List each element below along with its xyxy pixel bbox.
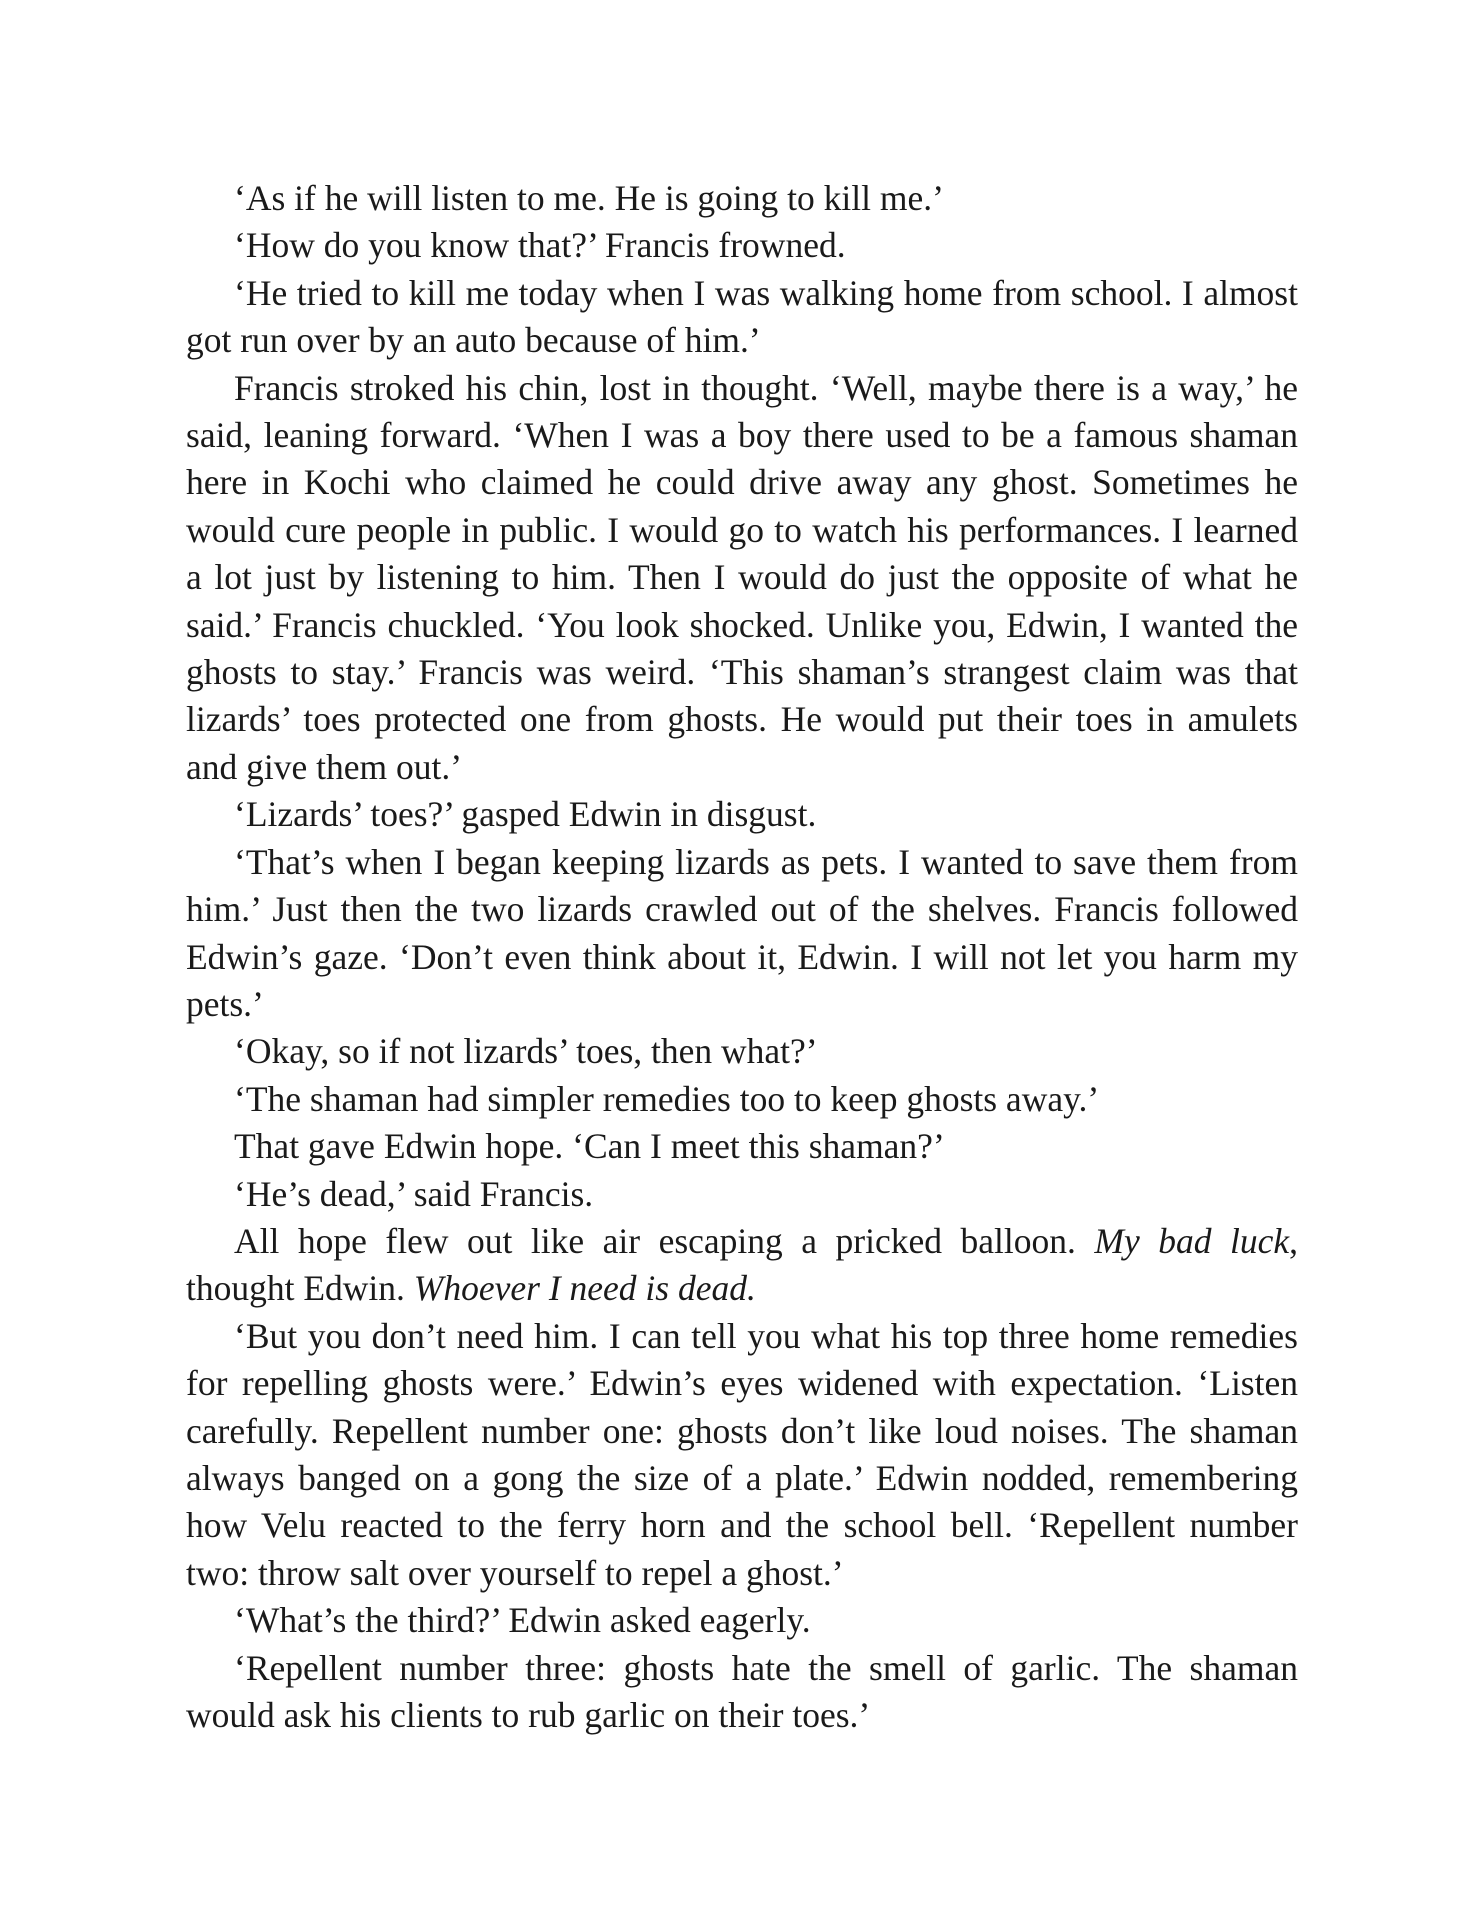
paragraph-text: ‘As if he will listen to me. He is going to kill me.’ <box>234 178 944 218</box>
paragraph-text: ‘He tried to kill me today when I was walking home from school. I almost got run over by an auto because of him.’ <box>186 272 1298 361</box>
paragraph-1 <box>186 175 1298 222</box>
paragraph-9 <box>186 1123 1298 1170</box>
paragraph-text: ‘Okay, so if not lizards’ toes, then what?’ <box>234 1031 818 1072</box>
paragraph-11 <box>186 1218 1298 1313</box>
paragraph-2 <box>186 222 1298 269</box>
book-page <box>186 175 1298 1739</box>
italic-thought: My bad luck <box>1094 1220 1290 1261</box>
paragraph-7 <box>186 1028 1298 1075</box>
paragraph-12 <box>186 1313 1298 1597</box>
paragraph-text: ‘That’s when I began keeping lizards as pets. I wanted to save them from him.’ Just then the two lizards crawled out of the shelves. Francis followed Edwin’s gaze. ‘Don’t even think about it, Edwin. I will not let you harm my pets.’ <box>186 841 1298 1024</box>
paragraph-text: ‘How do you know that?’ Francis frowned. <box>234 225 846 266</box>
paragraph-14 <box>186 1645 1298 1740</box>
italic-thought: Whoever I need is dead. <box>413 1268 756 1309</box>
paragraph-text: ‘Lizards’ toes?’ gasped Edwin in disgust. <box>234 794 817 835</box>
paragraph-text: ‘But you don’t need him. I can tell you what his top three home remedies for repelling ghosts were.’ Edwin’s eyes widened with expectation. ‘Listen carefully. Repellent number one: ghosts don’t like loud noises. The shaman always banged on a gong the size of a plate.’ Edwin nodded, remembering how Velu reacted to the ferry horn and the school bell. ‘Repellent number two: throw salt over yourself to repel a ghost.’ <box>186 1315 1298 1593</box>
paragraph-text: ‘He’s dead,’ said Francis. <box>234 1173 594 1214</box>
paragraph-3 <box>186 270 1298 365</box>
paragraph-text: , thought Edwin. <box>186 1220 1298 1309</box>
paragraph-text: All hope flew out like air escaping a pricked balloon. <box>234 1220 1095 1261</box>
paragraph-text: ‘Repellent number three: ghosts hate the smell of garlic. The shaman would ask his clients to rub garlic on their toes.’ <box>186 1647 1298 1735</box>
paragraph-4 <box>186 365 1298 792</box>
paragraph-10 <box>186 1171 1298 1218</box>
paragraph-8 <box>186 1076 1298 1123</box>
paragraph-text: ‘The shaman had simpler remedies too to keep ghosts away.’ <box>234 1078 1100 1119</box>
paragraph-text: Francis stroked his chin, lost in thought. ‘Well, maybe there is a way,’ he said, leaning forward. ‘When I was a boy there used to be a famous shaman here in Kochi who claimed he could drive away any ghost. Sometimes he would cure people in public. I would go to watch his performances. I learned a lot just by listening to him. Then I would do just the opposite of what he said.’ Francis chuckled. ‘You look shocked. Unlike you, Edwin, I wanted the ghosts to stay.’ Francis was weird. ‘This shaman’s strangest claim was that lizards’ toes protected one from ghosts. He would put their toes in amulets and give them out.’ <box>186 367 1298 787</box>
paragraph-13 <box>186 1597 1298 1644</box>
paragraph-5 <box>186 791 1298 838</box>
paragraph-text: ‘What’s the third?’ Edwin asked eagerly. <box>234 1600 811 1641</box>
paragraph-6 <box>186 839 1298 1029</box>
paragraph-text: That gave Edwin hope. ‘Can I meet this shaman?’ <box>234 1126 945 1167</box>
